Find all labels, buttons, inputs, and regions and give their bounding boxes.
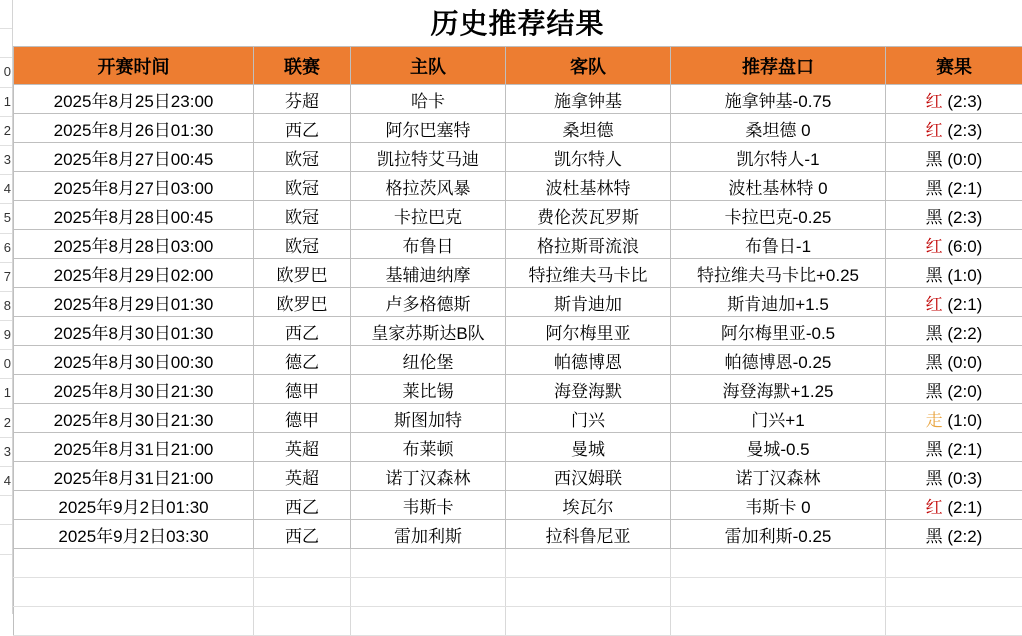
cell-league: 欧冠 xyxy=(254,201,351,230)
row-number: 3 xyxy=(0,146,12,175)
cell-away-team: 桑坦德 xyxy=(506,114,671,143)
empty-cell[interactable] xyxy=(506,607,671,636)
cell-time: 2025年8月28日03:00 xyxy=(14,230,254,259)
row-number: 2 xyxy=(0,409,12,438)
cell-league: 欧罗巴 xyxy=(254,259,351,288)
cell-away-team: 费伦茨瓦罗斯 xyxy=(506,201,671,230)
cell-result xyxy=(886,375,1022,404)
cell-time: 2025年8月29日02:00 xyxy=(14,259,254,288)
cell-time: 2025年8月31日21:00 xyxy=(14,433,254,462)
table-row[interactable] xyxy=(14,172,1022,201)
cell-time: 2025年8月30日01:30 xyxy=(14,317,254,346)
cell-pick: 布鲁日-1 xyxy=(671,230,886,259)
cell-pick: 门兴+1 xyxy=(671,404,886,433)
cell-result xyxy=(886,85,1022,114)
empty-cell[interactable] xyxy=(506,549,671,578)
cell-home-team: 韦斯卡 xyxy=(351,491,506,520)
result-score: (6:0) xyxy=(943,237,983,256)
empty-cell[interactable] xyxy=(671,549,886,578)
result-tag: 红 xyxy=(926,237,943,256)
table-row[interactable] xyxy=(14,230,1022,259)
row-number: 9 xyxy=(0,321,12,350)
cell-away-team: 斯肯迪加 xyxy=(506,288,671,317)
result-tag: 黑 xyxy=(926,150,943,169)
cell-league: 西乙 xyxy=(254,114,351,143)
cell-result xyxy=(886,346,1022,375)
result-score: (1:0) xyxy=(943,266,983,285)
table-row[interactable] xyxy=(14,317,1022,346)
column-header-away-team: 客队 xyxy=(506,47,671,85)
row-number xyxy=(0,0,12,29)
empty-cell[interactable] xyxy=(254,607,351,636)
cell-home-team: 雷加利斯 xyxy=(351,520,506,549)
table-row[interactable] xyxy=(14,201,1022,230)
result-tag: 黑 xyxy=(926,179,943,198)
row-number: 1 xyxy=(0,88,12,117)
cell-result xyxy=(886,288,1022,317)
table-row[interactable] xyxy=(14,433,1022,462)
cell-away-team: 海登海默 xyxy=(506,375,671,404)
cell-home-team: 基辅迪纳摩 xyxy=(351,259,506,288)
cell-result xyxy=(886,143,1022,172)
history-results-table xyxy=(13,46,1022,636)
column-header-league: 联赛 xyxy=(254,47,351,85)
cell-pick: 阿尔梅里亚-0.5 xyxy=(671,317,886,346)
row-number: 0 xyxy=(0,350,12,379)
table-row[interactable] xyxy=(14,114,1022,143)
cell-time: 2025年8月31日21:00 xyxy=(14,462,254,491)
result-tag: 黑 xyxy=(926,382,943,401)
table-row[interactable] xyxy=(14,85,1022,114)
cell-time: 2025年8月28日00:45 xyxy=(14,201,254,230)
cell-pick: 卡拉巴克-0.25 xyxy=(671,201,886,230)
cell-home-team: 斯图加特 xyxy=(351,404,506,433)
cell-away-team: 特拉维夫马卡比 xyxy=(506,259,671,288)
cell-pick: 诺丁汉森林 xyxy=(671,462,886,491)
cell-home-team: 凯拉特艾马迪 xyxy=(351,143,506,172)
result-score: (2:2) xyxy=(943,324,983,343)
result-score: (2:1) xyxy=(943,440,983,459)
cell-home-team: 布莱顿 xyxy=(351,433,506,462)
result-tag: 黑 xyxy=(926,440,943,459)
cell-pick: 雷加利斯-0.25 xyxy=(671,520,886,549)
row-number xyxy=(0,525,12,554)
result-score: (2:1) xyxy=(943,498,983,517)
cell-time: 2025年8月30日21:30 xyxy=(14,404,254,433)
empty-cell[interactable] xyxy=(351,607,506,636)
cell-league: 欧冠 xyxy=(254,143,351,172)
row-number: 8 xyxy=(0,292,12,321)
table-row[interactable] xyxy=(14,259,1022,288)
table-header xyxy=(14,47,1022,85)
cell-home-team: 卢多格德斯 xyxy=(351,288,506,317)
cell-away-team: 埃瓦尔 xyxy=(506,491,671,520)
page-title: 历史推荐结果 xyxy=(430,2,604,42)
empty-cell[interactable] xyxy=(671,607,886,636)
cell-home-team: 哈卡 xyxy=(351,85,506,114)
cell-pick: 帕德博恩-0.25 xyxy=(671,346,886,375)
row-number: 6 xyxy=(0,234,12,263)
table-row[interactable] xyxy=(14,375,1022,404)
cell-pick: 韦斯卡 0 xyxy=(671,491,886,520)
row-number xyxy=(0,496,12,525)
cell-pick: 海登海默+1.25 xyxy=(671,375,886,404)
row-number: 4 xyxy=(0,467,12,496)
empty-cell[interactable] xyxy=(14,607,254,636)
cell-pick: 桑坦德 0 xyxy=(671,114,886,143)
cell-away-team: 凯尔特人 xyxy=(506,143,671,172)
cell-away-team: 阿尔梅里亚 xyxy=(506,317,671,346)
empty-cell[interactable] xyxy=(886,607,1022,636)
cell-pick: 斯肯迪加+1.5 xyxy=(671,288,886,317)
table-row[interactable] xyxy=(14,462,1022,491)
row-number: 1 xyxy=(0,379,12,408)
cell-league: 西乙 xyxy=(254,317,351,346)
cell-league: 德甲 xyxy=(254,404,351,433)
table-row[interactable] xyxy=(14,288,1022,317)
cell-pick: 施拿钟基-0.75 xyxy=(671,85,886,114)
result-score: (2:3) xyxy=(943,92,983,111)
empty-row[interactable] xyxy=(14,607,1022,636)
cell-time: 2025年8月27日00:45 xyxy=(14,143,254,172)
cell-pick: 曼城-0.5 xyxy=(671,433,886,462)
result-tag: 黑 xyxy=(926,266,943,285)
cell-time: 2025年8月25日23:00 xyxy=(14,85,254,114)
result-score: (0:3) xyxy=(943,469,983,488)
empty-cell[interactable] xyxy=(14,549,254,578)
column-header-pick: 推荐盘口 xyxy=(671,47,886,85)
row-number xyxy=(0,29,12,58)
empty-cell[interactable] xyxy=(886,549,1022,578)
cell-home-team: 布鲁日 xyxy=(351,230,506,259)
cell-league: 西乙 xyxy=(254,491,351,520)
table-row[interactable] xyxy=(14,520,1022,549)
row-number: 0 xyxy=(0,58,12,87)
empty-cell[interactable] xyxy=(671,578,886,607)
table-header-row xyxy=(14,47,1022,85)
result-score: (2:2) xyxy=(943,527,983,546)
cell-result xyxy=(886,230,1022,259)
cell-time: 2025年9月2日01:30 xyxy=(14,491,254,520)
cell-league: 芬超 xyxy=(254,85,351,114)
result-tag: 黑 xyxy=(926,353,943,372)
cell-home-team: 纽伦堡 xyxy=(351,346,506,375)
result-tag: 黑 xyxy=(926,469,943,488)
empty-row[interactable] xyxy=(14,549,1022,578)
result-score: (2:1) xyxy=(943,295,983,314)
cell-time: 2025年8月29日01:30 xyxy=(14,288,254,317)
empty-row[interactable] xyxy=(14,578,1022,607)
result-tag: 黑 xyxy=(926,208,943,227)
cell-result xyxy=(886,462,1022,491)
result-tag: 黑 xyxy=(926,527,943,546)
result-score: (0:0) xyxy=(943,150,983,169)
cell-pick: 特拉维夫马卡比+0.25 xyxy=(671,259,886,288)
table-body xyxy=(14,85,1022,636)
result-score: (1:0) xyxy=(943,411,983,430)
row-number: 2 xyxy=(0,117,12,146)
empty-cell[interactable] xyxy=(351,578,506,607)
cell-pick: 波杜基林特 0 xyxy=(671,172,886,201)
row-header-gutter xyxy=(0,0,13,614)
result-tag: 红 xyxy=(926,498,943,517)
result-tag: 红 xyxy=(926,92,943,111)
cell-league: 欧冠 xyxy=(254,172,351,201)
column-header-time: 开赛时间 xyxy=(14,47,254,85)
cell-away-team: 施拿钟基 xyxy=(506,85,671,114)
cell-away-team: 西汉姆联 xyxy=(506,462,671,491)
empty-cell[interactable] xyxy=(14,578,254,607)
result-tag: 红 xyxy=(926,121,943,140)
result-score: (0:0) xyxy=(943,353,983,372)
empty-cell[interactable] xyxy=(254,578,351,607)
empty-cell[interactable] xyxy=(351,549,506,578)
table-row[interactable] xyxy=(14,404,1022,433)
cell-time: 2025年8月30日00:30 xyxy=(14,346,254,375)
cell-league: 德甲 xyxy=(254,375,351,404)
cell-away-team: 波杜基林特 xyxy=(506,172,671,201)
cell-league: 欧冠 xyxy=(254,230,351,259)
cell-result xyxy=(886,259,1022,288)
cell-time: 2025年8月27日03:00 xyxy=(14,172,254,201)
row-number: 7 xyxy=(0,263,12,292)
cell-time: 2025年8月26日01:30 xyxy=(14,114,254,143)
row-number: 5 xyxy=(0,204,12,233)
cell-home-team: 莱比锡 xyxy=(351,375,506,404)
cell-pick: 凯尔特人-1 xyxy=(671,143,886,172)
cell-home-team: 格拉茨风暴 xyxy=(351,172,506,201)
column-header-result: 赛果 xyxy=(886,47,1022,85)
cell-away-team: 曼城 xyxy=(506,433,671,462)
result-tag: 黑 xyxy=(926,324,943,343)
cell-away-team: 拉科鲁尼亚 xyxy=(506,520,671,549)
cell-time: 2025年8月30日21:30 xyxy=(14,375,254,404)
cell-league: 德乙 xyxy=(254,346,351,375)
column-header-home-team: 主队 xyxy=(351,47,506,85)
page-title-container xyxy=(13,0,1022,44)
empty-cell[interactable] xyxy=(506,578,671,607)
cell-result xyxy=(886,317,1022,346)
cell-result xyxy=(886,433,1022,462)
cell-league: 英超 xyxy=(254,462,351,491)
cell-home-team: 卡拉巴克 xyxy=(351,201,506,230)
row-number: 4 xyxy=(0,175,12,204)
cell-result xyxy=(886,520,1022,549)
result-tag: 红 xyxy=(926,295,943,314)
table-row[interactable] xyxy=(14,346,1022,375)
result-tag: 走 xyxy=(926,411,943,430)
empty-cell[interactable] xyxy=(886,578,1022,607)
result-score: (2:3) xyxy=(943,208,983,227)
cell-result xyxy=(886,114,1022,143)
cell-away-team: 门兴 xyxy=(506,404,671,433)
cell-away-team: 格拉斯哥流浪 xyxy=(506,230,671,259)
cell-away-team: 帕德博恩 xyxy=(506,346,671,375)
row-number: 3 xyxy=(0,438,12,467)
result-score: (2:0) xyxy=(943,382,983,401)
cell-time: 2025年9月2日03:30 xyxy=(14,520,254,549)
table-row[interactable] xyxy=(14,491,1022,520)
cell-home-team: 诺丁汉森林 xyxy=(351,462,506,491)
result-score: (2:1) xyxy=(943,179,983,198)
cell-home-team: 皇家苏斯达B队 xyxy=(351,317,506,346)
cell-result xyxy=(886,404,1022,433)
cell-result xyxy=(886,172,1022,201)
cell-league: 欧罗巴 xyxy=(254,288,351,317)
table-row[interactable] xyxy=(14,143,1022,172)
cell-result xyxy=(886,201,1022,230)
empty-cell[interactable] xyxy=(254,549,351,578)
cell-league: 西乙 xyxy=(254,520,351,549)
cell-league: 英超 xyxy=(254,433,351,462)
result-score: (2:3) xyxy=(943,121,983,140)
cell-result xyxy=(886,491,1022,520)
cell-home-team: 阿尔巴塞特 xyxy=(351,114,506,143)
